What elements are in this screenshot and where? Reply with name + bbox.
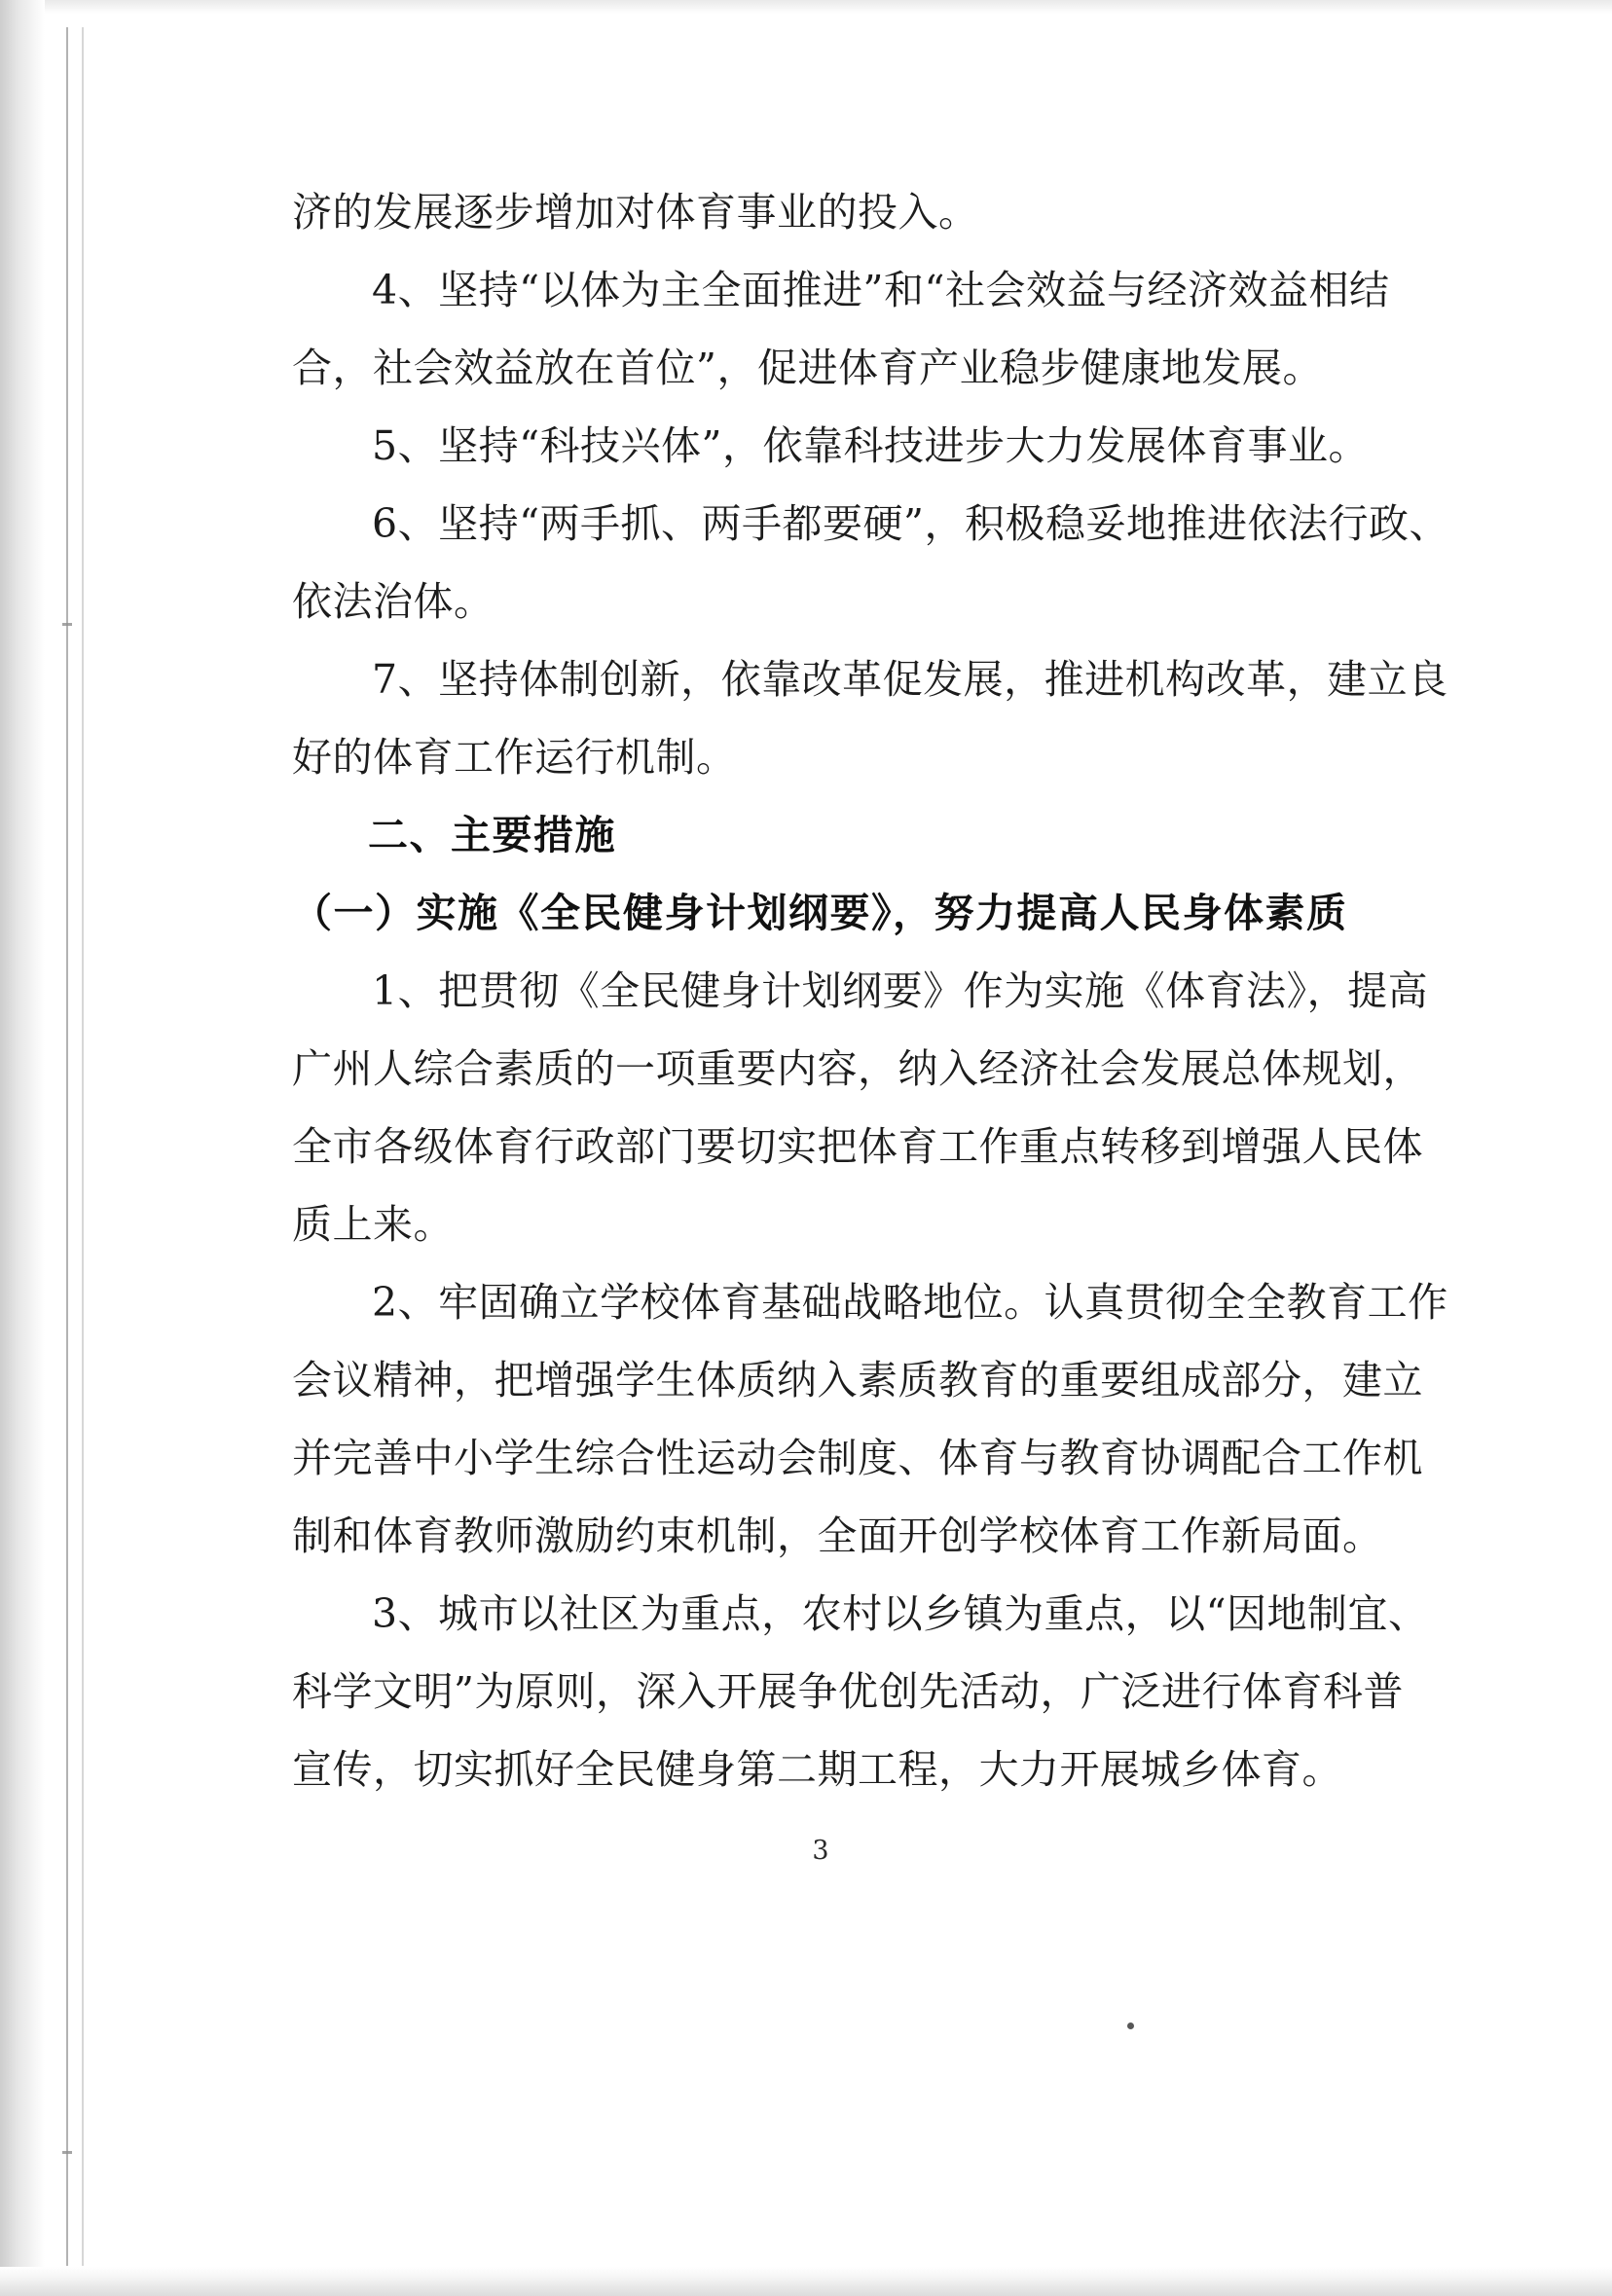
text-line: 科学文明”为原则，深入开展争优创先活动，广泛进行体育科普 [292,1668,1404,1715]
text-line: 7、坚持体制创新，依靠改革促发展，推进机构改革，建立良 [372,656,1448,703]
scan-edge-left-shadow [0,0,45,2296]
text-line: 并完善中小学生综合性运动会制度、体育与教育协调配合工作机 [292,1435,1423,1481]
document-body [292,173,1450,1808]
text-line: 依法治体。 [292,578,495,625]
page-number [0,1836,1612,1866]
text-line: 6、坚持“两手抓、两手都要硬”，积极稳妥地推进依法行政、 [372,500,1450,547]
scan-edge-bottom-shadow [0,2267,1612,2296]
text-line: 济的发展逐步增加对体育事业的投入。 [292,189,979,236]
text-line: 制和体育教师激励约束机制，全面开创学校体育工作新局面。 [292,1512,1383,1559]
binding-margin-line [66,27,68,2266]
text-line: 合，社会效益放在首位”，促进体育产业稳步健康地发展。 [292,345,1323,391]
text-line: 1、把贯彻《全民健身计划纲要》作为实施《体育法》，提高 [372,967,1429,1014]
text-line: 广州人综合素质的一项重要内容，纳入经济社会发展总体规划， [292,1045,1423,1092]
text-line: 2、牢固确立学校体育基础战略地位。认真贯彻全全教育工作 [372,1279,1448,1326]
page-number-value: 3 [812,1836,829,1866]
text-line: 5、坚持“科技兴体”，依靠科技进步大力发展体育事业。 [372,422,1370,469]
text-line: 全市各级体育行政部门要切实把体育工作重点转移到增强人民体 [292,1123,1423,1170]
stray-ink-speck [1127,2023,1134,2029]
section-heading-two: 二、主要措施 [368,812,616,858]
text-line: 质上来。 [292,1201,454,1248]
text-line: 宣传，切实抓好全民健身第二期工程，大力开展城乡体育。 [292,1746,1342,1793]
scan-edge-tick [62,623,72,626]
scan-edge-top-shadow [0,0,1612,14]
text-line: 3、城市以社区为重点，农村以乡镇为重点，以“因地制宜、 [372,1590,1429,1637]
subsection-heading-one: （一）实施《全民健身计划纲要》，努力提高人民身体素质 [292,890,1348,936]
text-line: 会议精神，把增强学生体质纳入素质教育的重要组成部分，建立 [292,1357,1423,1403]
binding-margin-line-secondary [82,27,84,2266]
text-line: 4、坚持“以体为主全面推进”和“社会效益与经济效益相结 [372,267,1390,313]
text-line: 好的体育工作运行机制。 [292,734,737,781]
scan-edge-tick [62,2151,72,2154]
